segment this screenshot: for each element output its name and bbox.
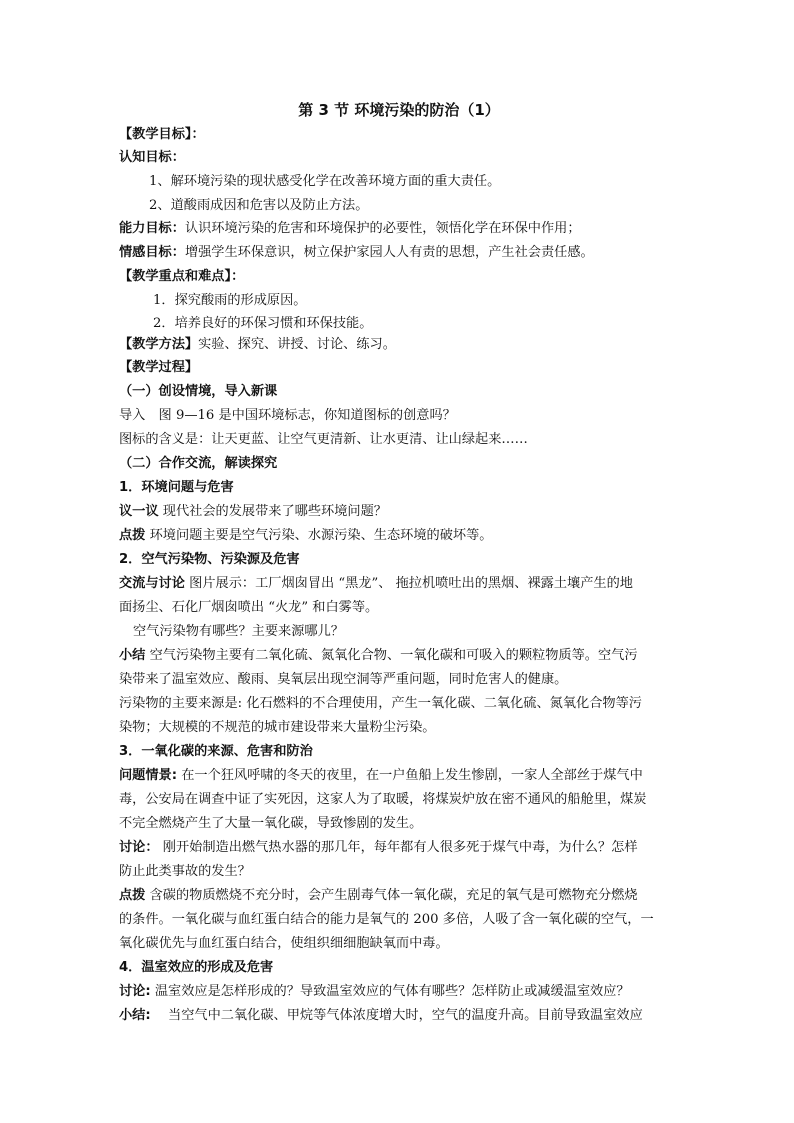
- hint-text: 含碳的物质燃烧不充分时，会产生剧毒气体一氧化碳，充足的氧气是可燃物充分燃烧: [145, 888, 638, 903]
- part-3-discuss-cont: 防止此类事故的发生？: [119, 864, 251, 879]
- discuss-text: 温室效应是怎样形成的？导致温室效应的气体有哪些？怎样防止或减缓温室效应？: [150, 984, 630, 999]
- hint-label: 点拨: [119, 528, 146, 543]
- emotion-goal-label: 情感目标：: [119, 245, 185, 260]
- teaching-method-text: 实验、探究、讲授、讨论、练习。: [198, 337, 396, 352]
- part-2-summary: [119, 646, 638, 666]
- summary-text: 当空气中二氧化碳、甲烷等气体浓度增大时，空气的温度升高。目前导致温室效应: [150, 1008, 643, 1023]
- part-3-scenario-cont-1: 毒，公安局在调查中证了实死因，这家人为了取暖，将煤炭炉放在密不通风的船舱里，煤炭: [119, 792, 647, 807]
- summary-label: 小结: [119, 648, 146, 663]
- summary-label: 小结:: [119, 1008, 151, 1023]
- discuss-label: 讨论：: [119, 840, 159, 855]
- part-4-heading: 4．温室效应的形成及危害: [119, 960, 274, 975]
- exchange-text: 图片展示：工厂烟囱冒出 “黑龙”、 拖拉机喷吐出的黑烟、裸露土壤产生的地: [184, 576, 633, 591]
- part-2-summary-cont: 染带来了温室效应、酸雨、臭氧层出现空洞等严重问题，同时危害人的健康。: [119, 672, 568, 687]
- hint-text: 环境问题主要是空气污染、水源污染、生态环境的破坏等。: [145, 528, 493, 543]
- scenario-label: 问题情景:: [119, 768, 178, 783]
- part-2-exchange-cont: 面扬尘、石化厂烟囱喷出 “火龙” 和白雾等。: [119, 600, 379, 615]
- part-2-exchange: [119, 574, 633, 594]
- part-3-hint-cont-1: 的条件。一氧化碳与血红蛋白结合的能力是氧气的 200 多倍，人吸了含一氧化碳的空气，一: [119, 912, 654, 927]
- part-3-hint: [119, 886, 638, 906]
- discuss-label: 讨论:: [119, 984, 151, 999]
- logo-meaning-line: 图标的含义是：让天更蓝、让空气更清新、让水更清、让山绿起来……: [119, 432, 528, 447]
- pollution-sources-line-2: 染物；大规模的不规范的城市建设带来大量粉尘污染。: [119, 720, 436, 735]
- discuss-text: 现代社会的发展带来了哪些环境问题？: [158, 504, 387, 519]
- part-4-summary: [119, 1006, 643, 1026]
- goals-heading: 【教学目标】：: [119, 127, 205, 142]
- section-2-heading: （二）合作交流，解读探究: [119, 456, 278, 471]
- intro-line: 导入 图 9—16 是中国环境标志，你知道图标的创意吗？: [119, 408, 456, 423]
- cognitive-goal-1: 1、解环境污染的现状感受化学在改善环境方面的重大责任。: [149, 174, 501, 189]
- part-3-scenario-cont-2: 不完全燃烧产生了大量一氧化碳，导致惨剧的发生。: [119, 816, 423, 831]
- part-3-discuss: [119, 838, 638, 858]
- part-2-heading: 2．空气污染物、污染源及危害: [119, 552, 300, 567]
- part-1-heading: 1．环境问题与危害: [119, 480, 234, 495]
- hint-label: 点拨: [119, 888, 146, 903]
- part-1-hint: [119, 526, 492, 546]
- part-3-hint-cont-2: 氧化碳优先与血红蛋白结合，使组织细细胞缺氧而中毒。: [119, 936, 449, 951]
- part-1-discuss: [119, 502, 387, 522]
- teaching-method-label: 【教学方法】: [119, 337, 199, 352]
- part-2-question: 空气污染物有哪些？主要来源哪儿？: [133, 624, 344, 639]
- key-point-1: 1．探究酸雨的形成原因。: [153, 293, 307, 308]
- part-3-heading: 3．一氧化碳的来源、危害和防治: [119, 744, 313, 759]
- scenario-text: 在一个狂风呼啸的冬天的夜里，在一户鱼船上发生惨剧，一家人全部丝于煤气中: [177, 768, 643, 783]
- process-heading: 【教学过程】: [119, 360, 199, 375]
- pollution-sources-line-1: 污染物的主要来源是: 化石燃料的不合理使用，产生一氧化碳、二氧化硫、氮氧化合物等污: [119, 696, 642, 711]
- teaching-method: [119, 335, 396, 355]
- emotion-goal: [119, 243, 594, 263]
- summary-text: 空气污染物主要有二氧化硫、氮氧化合物、一氧化碳和可吸入的颗粒物质等。空气污: [145, 648, 638, 663]
- ability-goal-label: 能力目标：: [119, 221, 185, 236]
- discuss-text: 刚开始制造出燃气热水器的那几年，每年都有人很多死于煤气中毒，为什么？怎样: [158, 840, 638, 855]
- part-3-scenario: [119, 766, 643, 786]
- key-points-heading: 【教学重点和难点】：: [119, 269, 245, 284]
- discuss-label: 议一议: [119, 504, 159, 519]
- part-4-discuss: [119, 982, 630, 1002]
- cognitive-goals-label: 认知目标：: [119, 150, 185, 165]
- cognitive-goal-2: 2、道酸雨成因和危害以及防止方法。: [149, 198, 369, 213]
- exchange-label: 交流与讨论: [119, 576, 185, 591]
- section-1-heading: （一）创设情境，导入新课: [119, 384, 278, 399]
- ability-goal: [119, 219, 581, 239]
- document-title: 第 3 节 环境污染的防治（1）: [298, 101, 500, 119]
- emotion-goal-text: 增强学生环保意识，树立保护家园人人有责的思想，产生社会责任感。: [184, 245, 594, 260]
- key-point-2: 2．培养良好的环保习惯和环保技能。: [153, 316, 373, 331]
- ability-goal-text: 认识环境污染的危害和环境保护的必要性，领悟化学在环保中作用；: [184, 221, 581, 236]
